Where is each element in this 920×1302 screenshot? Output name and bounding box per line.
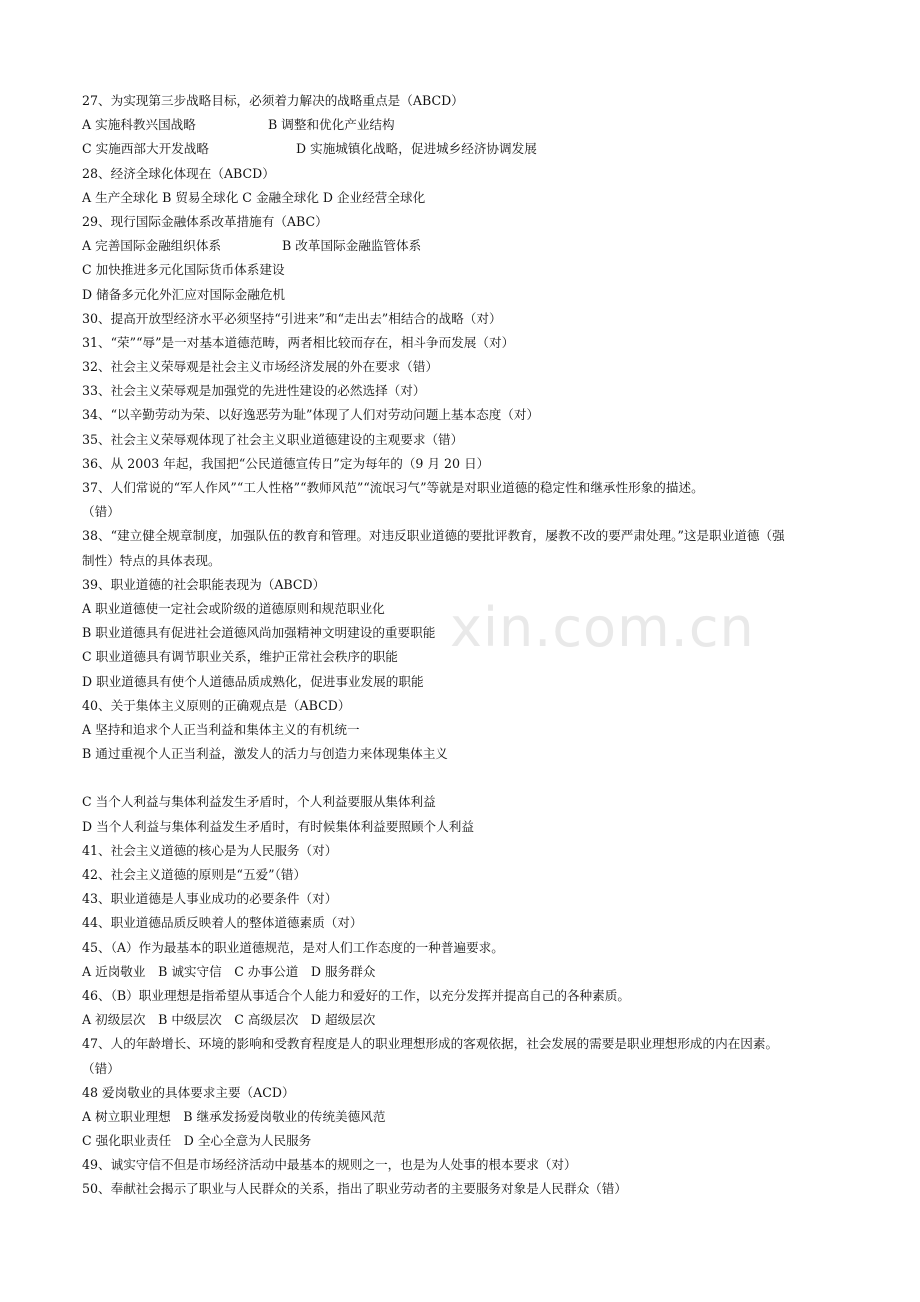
- option-d: D 储备多元化外汇应对国际金融危机: [82, 286, 286, 302]
- question-28: 28、经济全球化体现在（ABCD）: [82, 165, 275, 181]
- blank-line: [82, 766, 852, 790]
- option-d: D 当个人利益与集体利益发生矛盾时，有时候集体利益要照顾个人利益: [82, 818, 474, 834]
- option-b: B 改革国际金融监管体系: [282, 238, 422, 254]
- question-45: 45、（A）作为最基本的职业道德规范，是对人们工作态度的一种普遍要求。: [82, 939, 504, 955]
- options-line: [82, 137, 852, 161]
- question-29: 29、现行国际金融体系改革措施有（ABC）: [82, 213, 328, 229]
- question-37: 37、人们常说的“军人作风”“工人性格”“教师风范”“流氓习气”等就是对职业道德的稳定性和继承性形象的描述。: [82, 480, 704, 495]
- question-34: 34、“以辛勤劳动为荣、以好逸恶劳为耻”体现了人们对劳动问题上基本态度（对）: [82, 407, 540, 423]
- answer-37: （错）: [82, 504, 120, 520]
- option-b: B 职业道德具有促进社会道德风尚加强精神文明建设的重要职能: [82, 625, 436, 641]
- question-30: 30、提高开放型经济水平必须坚持“引进来”和“走出去”相结合的战略（对）: [82, 310, 502, 326]
- option-a: A 完善国际金融组织体系: [82, 238, 222, 254]
- question-31: 31、“荣”“辱”是一对基本道德范畴，两者相比较而存在，相斗争而发展（对）: [82, 334, 515, 350]
- question-39: 39、职业道德的社会职能表现为（ABCD）: [82, 576, 326, 592]
- options-line: A 初级层次 B 中级层次 C 高级层次 D 超级层次: [82, 1012, 376, 1028]
- question-49: 49、诚实守信不但是市场经济活动中最基本的规则之一，也是为人处事的根本要求（对）: [82, 1157, 577, 1173]
- question-47: 47、人的年龄增长、环境的影响和受教育程度是人的职业理想形成的客观依据，社会发展的需要是职业理想形成的内在因素。: [82, 1036, 779, 1052]
- options-line: A 生产全球化 B 贸易全球化 C 金融全球化 D 企业经营全球化: [82, 189, 426, 205]
- options-line: [82, 113, 852, 137]
- option-a: A 实施科教兴国战略: [82, 117, 196, 133]
- question-46: 46、（B）职业理想是指希望从事适合个人能力和爱好的工作，以充分发挥并提高自己的各种素质。: [82, 987, 630, 1003]
- option-c: C 实施西部大开发战略: [82, 141, 209, 157]
- option-d: D 实施城镇化战略，促进城乡经济协调发展: [296, 141, 537, 157]
- question-35: 35、社会主义荣辱观体现了社会主义职业道德建设的主观要求（错）: [82, 431, 464, 447]
- options-line: C 强化职业责任 D 全心全意为人民服务: [82, 1133, 312, 1149]
- option-b: B 调整和优化产业结构: [268, 117, 395, 133]
- question-44: 44、职业道德品质反映着人的整体道德素质（对）: [82, 915, 363, 931]
- question-27: 27、为实现第三步战略目标，必须着力解决的战略重点是（ABCD）: [82, 93, 464, 108]
- option-a: A 职业道德使一定社会或阶级的道德原则和规范职业化: [82, 600, 385, 616]
- options-line: [82, 234, 852, 258]
- option-a: A 坚持和追求个人正当利益和集体主义的有机统一: [82, 721, 360, 737]
- options-line: A 近岗敬业 B 诚实守信 C 办事公道 D 服务群众: [82, 963, 376, 979]
- question-32: 32、社会主义荣辱观是社会主义市场经济发展的外在要求（错）: [82, 359, 439, 375]
- option-c: C 职业道德具有调节职业关系，维护正常社会秩序的职能: [82, 649, 398, 665]
- question-38-cont: 制性）特点的具体表现。: [82, 552, 221, 568]
- question-38: 38、“建立健全规章制度，加强队伍的教育和管理。对违反职业道德的要批评教育，屡教不改的要严肃处理。”这是职业道德（强: [82, 528, 785, 544]
- question-41: 41、社会主义道德的核心是为人民服务（对）: [82, 842, 338, 858]
- question-40: 40、关于集体主义原则的正确观点是（ABCD）: [82, 697, 351, 713]
- question-42: 42、社会主义道德的原则是“五爱”（错）: [82, 867, 307, 882]
- question-43: 43、职业道德是人事业成功的必要条件（对）: [82, 891, 338, 907]
- option-d: D 职业道德具有使个人道德品质成熟化，促进事业发展的职能: [82, 673, 424, 689]
- watermark: xin.com.cn: [450, 596, 755, 659]
- option-c: C 当个人利益与集体利益发生矛盾时，个人利益要服从集体利益: [82, 794, 436, 810]
- answer-47: （错）: [82, 1060, 120, 1076]
- option-c: C 加快推进多元化国际货币体系建设: [82, 262, 285, 278]
- question-50: 50、奉献社会揭示了职业与人民群众的关系，指出了职业劳动者的主要服务对象是人民群众（错）: [82, 1181, 627, 1197]
- question-48: 48 爱岗敬业的具体要求主要（ACD）: [82, 1084, 295, 1100]
- question-36: 36、从 2003 年起，我国把“公民道德宣传日”定为每年的（9 月 20 日）: [82, 455, 490, 471]
- options-line: A 树立职业理想 B 继承发扬爱岗敬业的传统美德风范: [82, 1108, 386, 1124]
- question-33: 33、社会主义荣辱观是加强党的先进性建设的必然选择（对）: [82, 383, 426, 399]
- document-body: [82, 89, 852, 1202]
- option-b: B 通过重视个人正当利益，激发人的活力与创造力来体现集体主义: [82, 746, 448, 762]
